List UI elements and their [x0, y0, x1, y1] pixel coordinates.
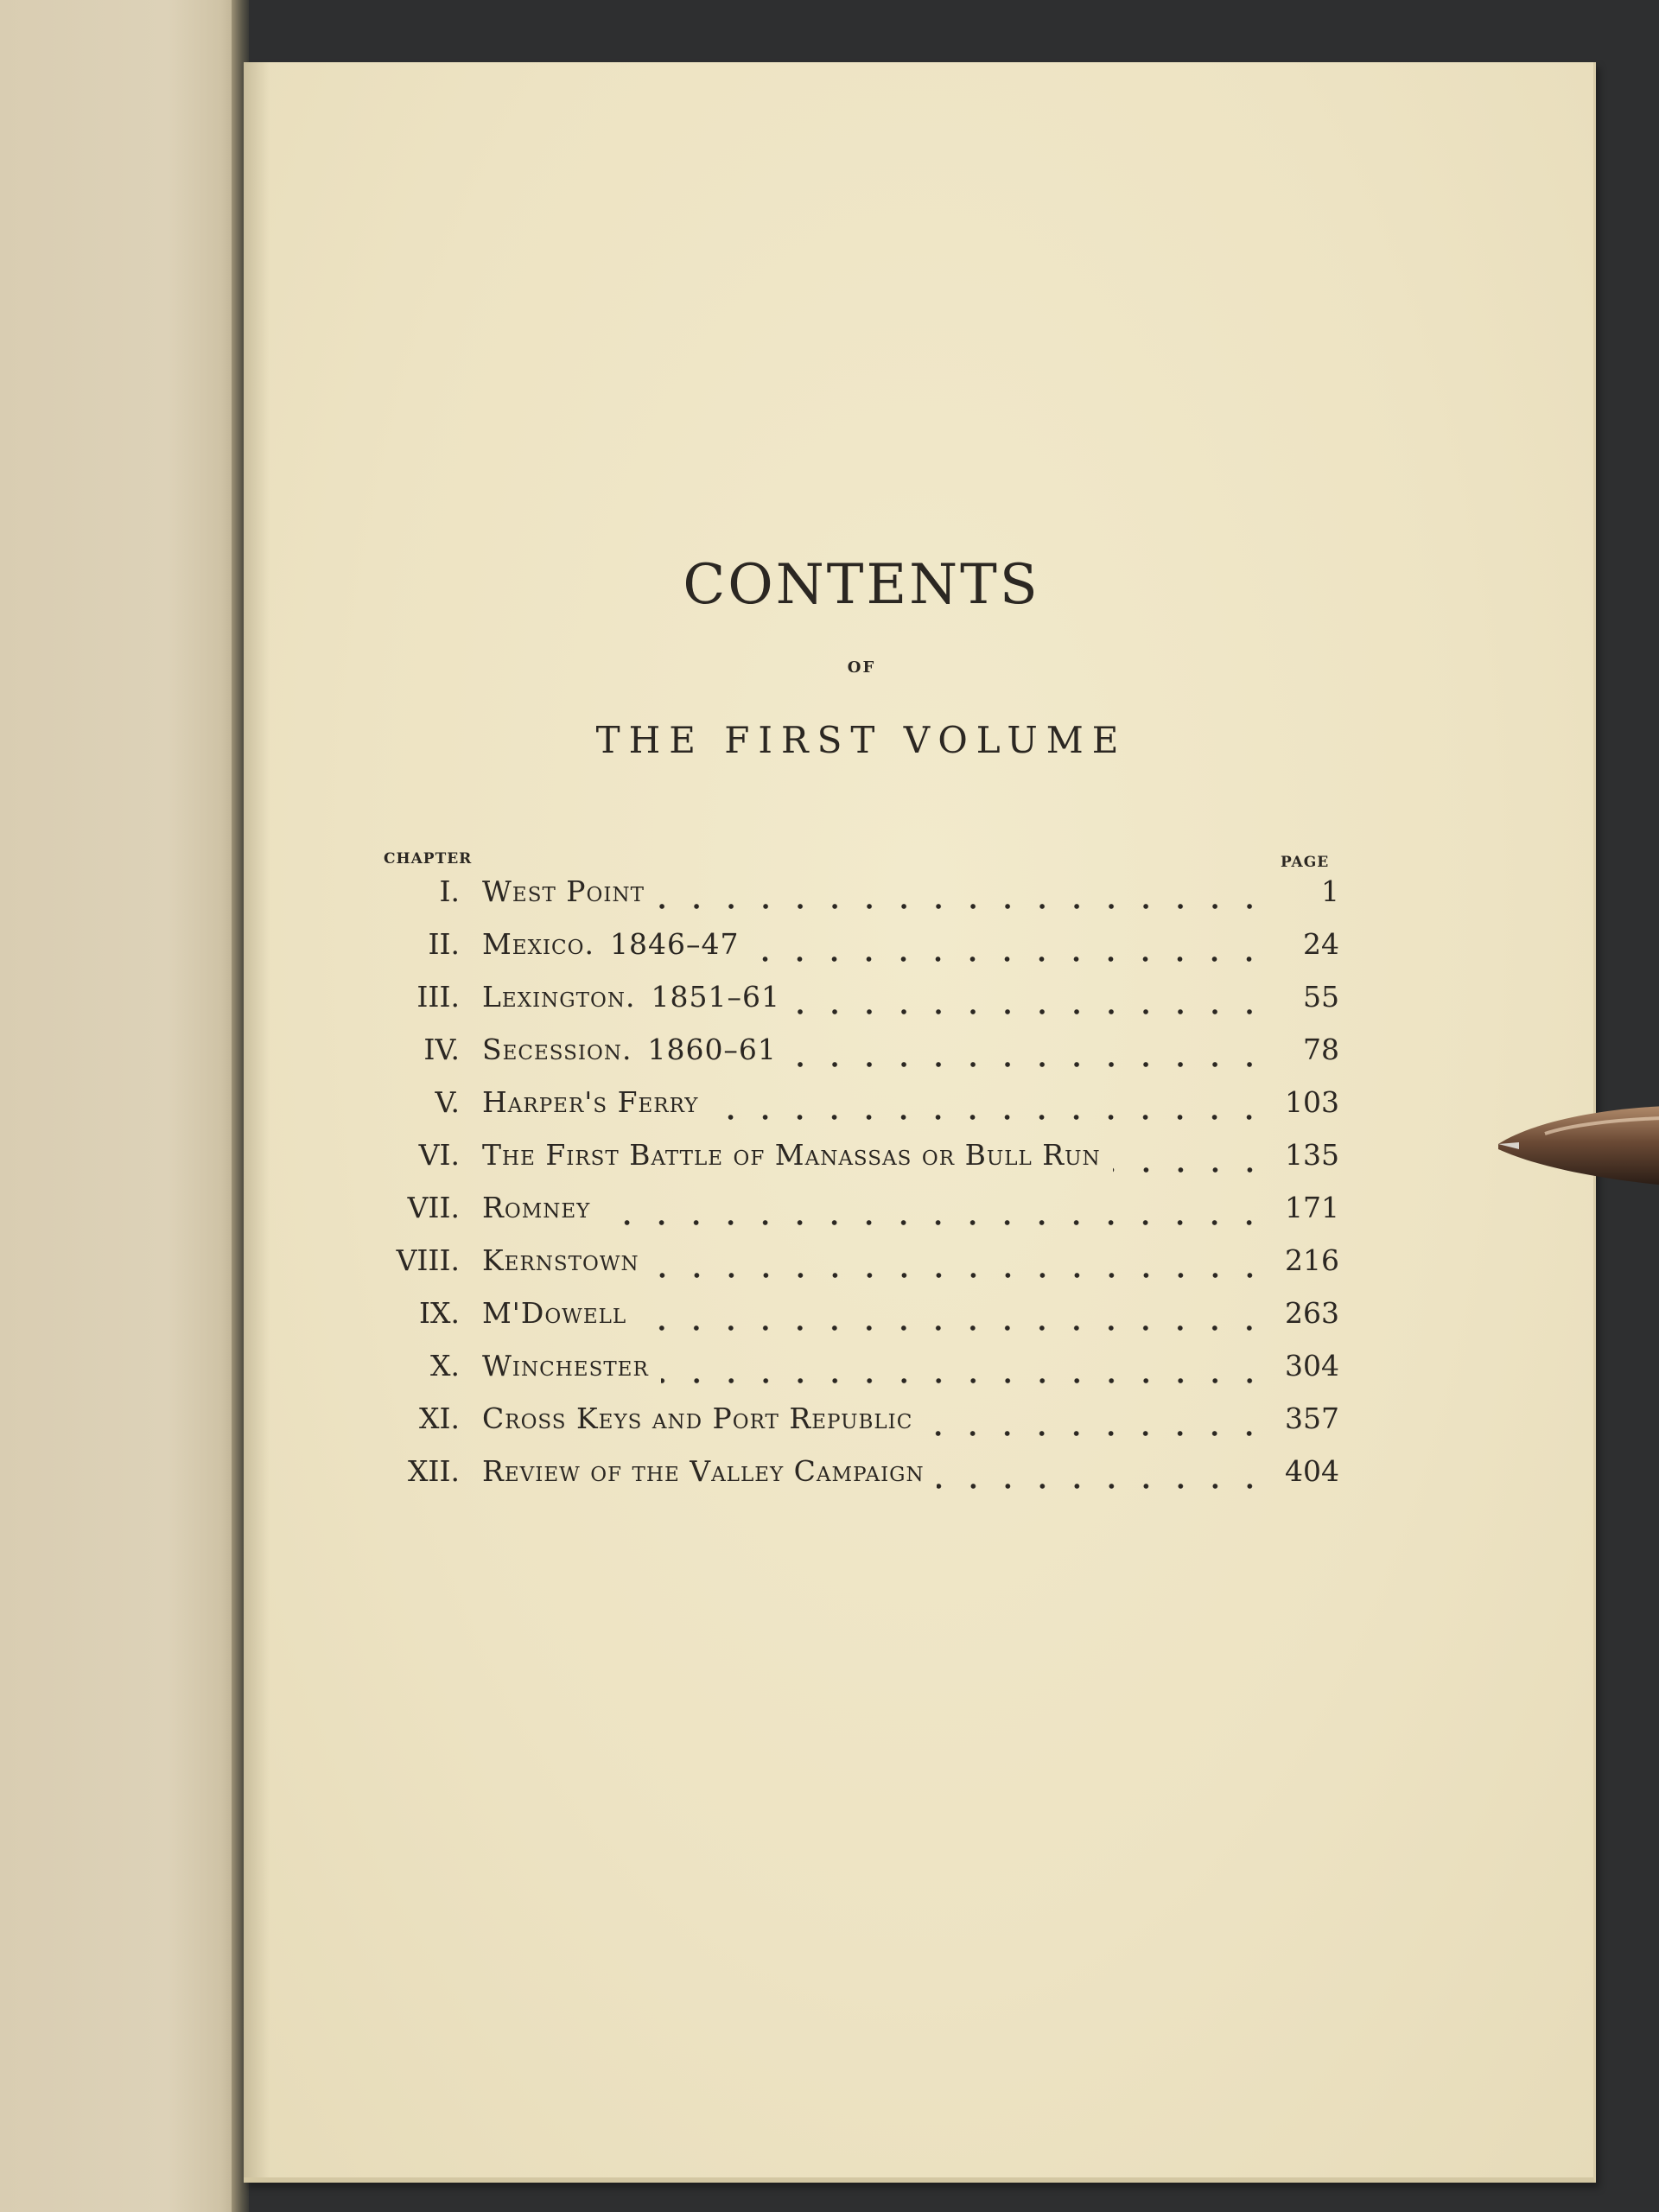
dot-leader [710, 1111, 1267, 1123]
chapter-dates: 1846–47 [609, 927, 740, 961]
toc-row [380, 1085, 1339, 1138]
page-number: 304 [1285, 1349, 1339, 1382]
chapter-number: XI. [418, 1402, 460, 1435]
chapter-dates: 1860–61 [647, 1033, 777, 1066]
title-connector: OF [847, 658, 876, 677]
chapter-number: II. [428, 927, 460, 961]
dot-leader [1113, 1164, 1267, 1176]
pen-tip-icon [1493, 1099, 1659, 1194]
chapter-number: I. [439, 874, 460, 908]
chapter-number: IX. [418, 1296, 460, 1330]
chapter-dates: 1851–61 [651, 980, 780, 1014]
chapter-title: M'Dowell [482, 1296, 627, 1330]
toc-row [380, 980, 1339, 1033]
page-number: 78 [1303, 1033, 1339, 1066]
chapter-number: VI. [418, 1138, 460, 1172]
chapter-title: Kernstown [482, 1243, 639, 1277]
dot-leader [937, 1480, 1267, 1492]
chapter-title: Mexico. 1846–47 [482, 927, 740, 961]
chapter-number: VII. [407, 1191, 460, 1224]
dot-leader [751, 953, 1267, 965]
page-number: 171 [1285, 1191, 1339, 1224]
chapter-number: XII. [407, 1454, 460, 1488]
chapter-title: West Point [482, 874, 645, 908]
page-number: 1 [1321, 874, 1339, 908]
page-number: 135 [1285, 1138, 1339, 1172]
page-number: 216 [1285, 1243, 1339, 1277]
page-number: 103 [1285, 1085, 1339, 1119]
toc-row [380, 1349, 1339, 1402]
toc-row [380, 1454, 1339, 1507]
toc-row [380, 1138, 1339, 1191]
page-number: 357 [1285, 1402, 1339, 1435]
page-subtitle: THE FIRST VOLUME [595, 719, 1128, 761]
page-title: CONTENTS [683, 553, 1040, 617]
chapter-title: Secession. 1860–61 [482, 1033, 777, 1066]
book-cover-flyleaf [0, 0, 240, 2212]
chapter-column-header: CHAPTER [384, 850, 473, 868]
chapter-title: Lexington. 1851–61 [482, 980, 780, 1014]
chapter-number: IV. [423, 1033, 460, 1066]
toc-row [380, 1402, 1339, 1454]
chapter-number: X. [430, 1349, 460, 1382]
chapter-title: Romney [482, 1191, 591, 1224]
dot-leader [602, 1217, 1267, 1229]
toc-row [380, 1296, 1339, 1349]
chapter-title: Review of the Valley Campaign [482, 1454, 925, 1488]
toc-row [380, 874, 1339, 927]
toc-row [380, 1033, 1339, 1085]
page-column-header: PAGE [1281, 854, 1330, 871]
dot-leader [925, 1427, 1267, 1440]
page-number: 24 [1303, 927, 1339, 961]
chapter-title: Cross Keys and Port Republic [482, 1402, 913, 1435]
page-number: 263 [1285, 1296, 1339, 1330]
page-number: 55 [1303, 980, 1339, 1014]
dot-leader [661, 1375, 1267, 1387]
dot-leader [657, 900, 1267, 912]
dot-leader [789, 1058, 1267, 1071]
chapter-title: The First Battle of Manassas or Bull Run [482, 1138, 1101, 1172]
dot-leader [652, 1269, 1267, 1281]
toc-row [380, 927, 1339, 980]
chapter-number: III. [416, 980, 460, 1014]
chapter-number: VIII. [396, 1243, 460, 1277]
page-inner-shadow [244, 62, 270, 2177]
chapter-title: Winchester [482, 1349, 649, 1382]
chapter-title: Harper's Ferry [482, 1085, 699, 1119]
table-of-contents [380, 874, 1339, 1507]
toc-row [380, 1191, 1339, 1243]
page-number: 404 [1285, 1454, 1339, 1488]
dot-leader [792, 1006, 1267, 1018]
dot-leader [639, 1322, 1267, 1334]
toc-row [380, 1243, 1339, 1296]
chapter-number: V. [435, 1085, 460, 1119]
